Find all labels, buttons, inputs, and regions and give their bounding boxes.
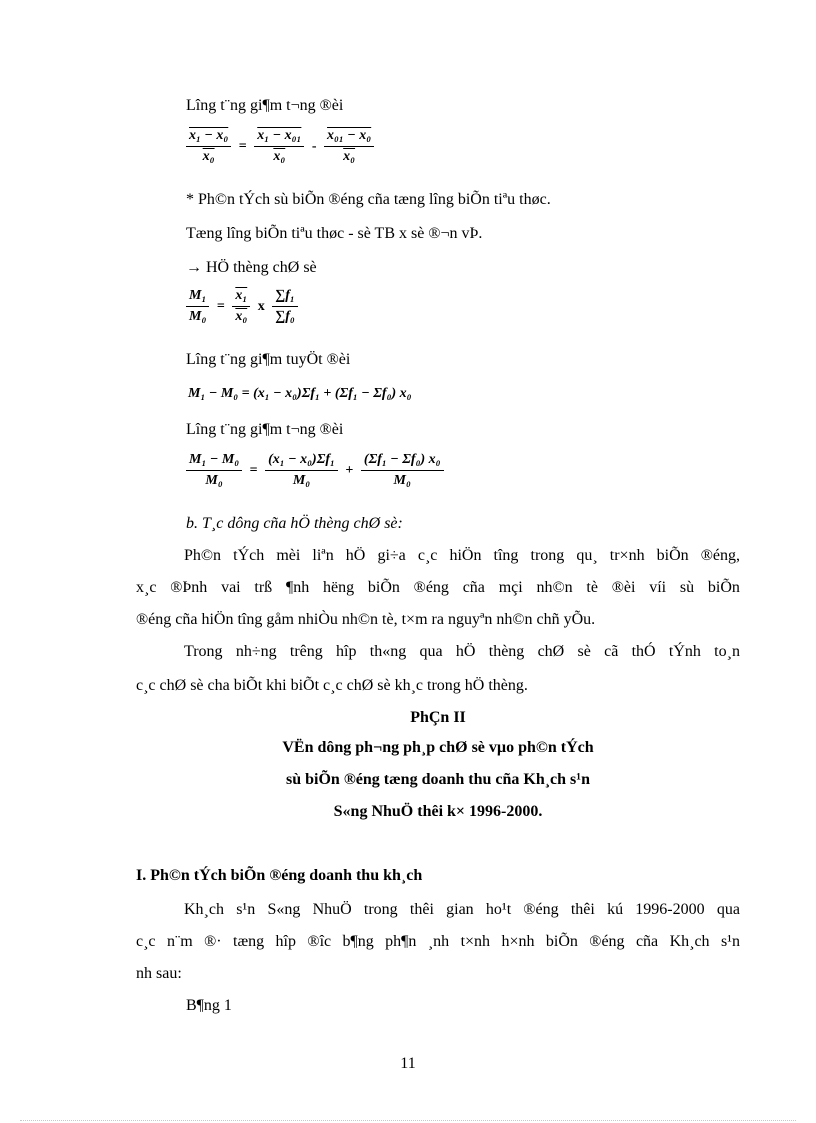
paragraph-1-line-2 bbox=[136, 578, 740, 598]
word: trêng bbox=[289, 643, 323, 660]
part-title-line-3: S«ng NhuÖ thêi k× 1996-2000. bbox=[333, 803, 543, 820]
part-title-line-2: sù biÕn ®éng tæng doanh thu cña Kh¸ch s¹n bbox=[286, 771, 590, 788]
fraction-denominator: M₀ bbox=[189, 309, 207, 324]
word: nh÷ng bbox=[235, 643, 277, 660]
word: ®îc bbox=[307, 933, 332, 950]
fraction-denominator: x₀ bbox=[202, 149, 215, 164]
word: biÕn bbox=[367, 579, 400, 596]
word: thÓ bbox=[631, 643, 656, 660]
word: trong bbox=[530, 547, 565, 564]
fraction-denominator: M₀ bbox=[292, 473, 311, 488]
section-paragraph-line-3: nh sau: bbox=[136, 965, 182, 982]
page-bottom-divider bbox=[20, 1120, 796, 1121]
word: thèng bbox=[488, 643, 525, 660]
word: x¸c bbox=[136, 579, 157, 596]
paragraph-1-line-3: ®éng cña hiÖn tîng gåm nhiÒu nh©n tè, t×m ra nguyªn nh©n chñ yÕu. bbox=[136, 611, 596, 628]
word: qua bbox=[716, 901, 740, 918]
fraction-numerator: (Σf₁ − Σf₀) x₀ bbox=[361, 452, 444, 471]
section-paragraph-line-2 bbox=[136, 932, 740, 952]
part-heading: PhÇn II bbox=[410, 709, 466, 726]
word: kú bbox=[607, 901, 624, 918]
word: biÕn bbox=[656, 547, 689, 564]
word: cã bbox=[604, 643, 619, 660]
word: vai bbox=[221, 579, 241, 596]
word: ph¶n bbox=[385, 933, 417, 950]
word: hÖ bbox=[455, 643, 476, 660]
word: S«ng bbox=[267, 901, 301, 918]
text-line-relative-change-2: Lîng t¨ng gi¶m t¬ng ®èi bbox=[186, 421, 344, 438]
formula-relative-change-total: $\frac{\text{M₁ − M₀}}{\text{M₀}}$ = $\frac{\text{(x₁ − x₀)Σf₁}}{\text{M₀}}$ + $\frac{\text{(Σf₁ − Σf₀) x₀}}{\text{M₀}}$ bbox=[186, 452, 444, 489]
word: ®Þnh bbox=[170, 579, 208, 596]
word: Ph©n bbox=[184, 547, 222, 564]
word: Kh¸ch bbox=[184, 901, 224, 918]
times-sign: x bbox=[257, 298, 265, 314]
word: hÖ bbox=[345, 547, 366, 564]
word: thêi bbox=[570, 901, 595, 918]
word: n¨m bbox=[166, 933, 193, 950]
word: tr×nh bbox=[609, 547, 645, 564]
word: hîp bbox=[275, 933, 296, 950]
word: ®éng bbox=[523, 901, 559, 918]
word: ®éng bbox=[413, 579, 449, 596]
word: ®èi bbox=[611, 579, 636, 596]
word: hîp bbox=[336, 643, 357, 660]
fraction-numerator: x₁ − x₀ bbox=[186, 128, 231, 147]
paragraph-2-line-2: c¸c chØ sè cha biÕt khi biÕt c¸c chØ sè kh¸c trong hÖ thèng. bbox=[136, 677, 528, 694]
word: hiÖn bbox=[449, 547, 482, 564]
word: b¶ng bbox=[342, 933, 374, 950]
word: 1996-2000 bbox=[635, 901, 705, 918]
fraction-denominator: x₀ bbox=[273, 149, 286, 164]
word: ®· bbox=[204, 933, 222, 950]
formula-relative-change-average: $\frac{\text{x₁ − x₀}}{\text{x₀}}$ = $\frac{\text{x₁ − x₀₁}}{\text{x₀}}$ - $\frac{\text{x₀₁ − x₀}}{\text{x₀}}$ bbox=[186, 128, 374, 165]
section-title: I. Ph©n tÝch biÕn ®éng doanh thu kh¸ch bbox=[136, 867, 423, 884]
word: liªn bbox=[312, 547, 334, 564]
word: tÝch bbox=[233, 547, 265, 564]
text-line-analysis-total: * Ph©n tÝch sù biÕn ®éng cña tæng lîng biÕn tiªu thøc. bbox=[186, 191, 551, 208]
subsection-heading-b: b. T¸c dông cña hÖ thèng chØ sè: bbox=[186, 515, 403, 532]
word: gi÷a bbox=[377, 547, 406, 564]
part-title-line-1: VËn dông ph¬ng ph¸p chØ sè vµo ph©n tÝch bbox=[282, 739, 594, 756]
word: tîng bbox=[493, 547, 519, 564]
word: thêi bbox=[409, 901, 434, 918]
fraction-denominator: x₀ bbox=[235, 309, 248, 324]
word: gian bbox=[446, 901, 474, 918]
word: c¸c bbox=[417, 547, 438, 564]
word: tè bbox=[586, 579, 598, 596]
word: to¸n bbox=[714, 643, 740, 660]
word: th«ng bbox=[369, 643, 407, 660]
text-line-absolute-change: Lîng t¨ng gi¶m tuyÖt ®èi bbox=[186, 351, 351, 368]
word: Trong bbox=[184, 643, 223, 660]
word: cña bbox=[635, 933, 659, 950]
word: qua bbox=[419, 643, 443, 660]
word: cña bbox=[462, 579, 485, 596]
word: tæng bbox=[233, 933, 265, 950]
paragraph-1-line-1 bbox=[136, 546, 740, 566]
fraction-numerator: x₁ bbox=[232, 288, 250, 307]
fraction-numerator: ∑f₁ bbox=[272, 288, 298, 307]
word: trong bbox=[363, 901, 398, 918]
fraction-denominator: ∑f₀ bbox=[275, 309, 295, 324]
word: mèi bbox=[276, 547, 301, 564]
word: trß bbox=[254, 579, 273, 596]
fraction-denominator: x₀ bbox=[343, 149, 356, 164]
word: tÝnh bbox=[668, 643, 701, 660]
word: hëng bbox=[322, 579, 355, 596]
word: Kh¸ch bbox=[669, 933, 710, 950]
word: víi bbox=[649, 579, 667, 596]
table-label: B¶ng 1 bbox=[186, 997, 232, 1014]
word: qu¸ bbox=[576, 547, 598, 564]
word: h×nh bbox=[501, 933, 535, 950]
word: chØ bbox=[537, 643, 565, 660]
word: s¹n bbox=[236, 901, 256, 918]
fraction-numerator: x₁ − x₀₁ bbox=[254, 128, 304, 147]
formula-absolute-change: M₁ − M₀ = (x₁ − x₀)Σf₁ + (Σf₁ − Σf₀) x₀ bbox=[188, 386, 412, 401]
formula-index-system: $\frac{\text{M₁}}{\text{M₀}}$ = $\frac{\text{x₁}}{\text{x₀}}$ x $\frac{\text{∑f₁}}{\text{∑f₀}}$ bbox=[186, 288, 298, 325]
word: sù bbox=[679, 579, 695, 596]
word: t×nh bbox=[460, 933, 491, 950]
section-paragraph-line-1 bbox=[136, 900, 740, 920]
word: biÕn bbox=[545, 933, 578, 950]
text-line-index-system: → HÖ thèng chØ sè bbox=[186, 259, 317, 276]
text-line-relative-change: Lîng t¨ng gi¶m t¬ng ®èi bbox=[186, 97, 344, 114]
word: nh©n bbox=[536, 579, 573, 596]
fraction-numerator: x₀₁ − x₀ bbox=[324, 128, 374, 147]
fraction-numerator: M₁ bbox=[186, 288, 209, 307]
page-number: 11 bbox=[400, 1055, 416, 1072]
word: ®éng bbox=[589, 933, 625, 950]
fraction-numerator: (x₁ − x₀)Σf₁ bbox=[265, 452, 338, 471]
fraction-numerator: M₁ − M₀ bbox=[186, 452, 242, 471]
paragraph-2-line-1 bbox=[136, 642, 740, 662]
word: c¸c bbox=[136, 933, 156, 950]
word: ¶nh bbox=[285, 579, 310, 596]
text-line-total-definition: Tæng lîng biÕn tiªu thøc - sè TB x sè ®¬n vÞ. bbox=[186, 225, 483, 242]
word: biÕn bbox=[707, 579, 740, 596]
word: ¸nh bbox=[427, 933, 450, 950]
word: sè bbox=[577, 643, 591, 660]
word: ho¹t bbox=[485, 901, 512, 918]
word: NhuÖ bbox=[312, 901, 352, 918]
fraction-denominator: M₀ bbox=[393, 473, 411, 488]
word: s¹n bbox=[720, 933, 740, 950]
fraction-denominator: M₀ bbox=[205, 473, 223, 488]
word: mçi bbox=[498, 579, 523, 596]
word: ®éng, bbox=[700, 547, 740, 564]
